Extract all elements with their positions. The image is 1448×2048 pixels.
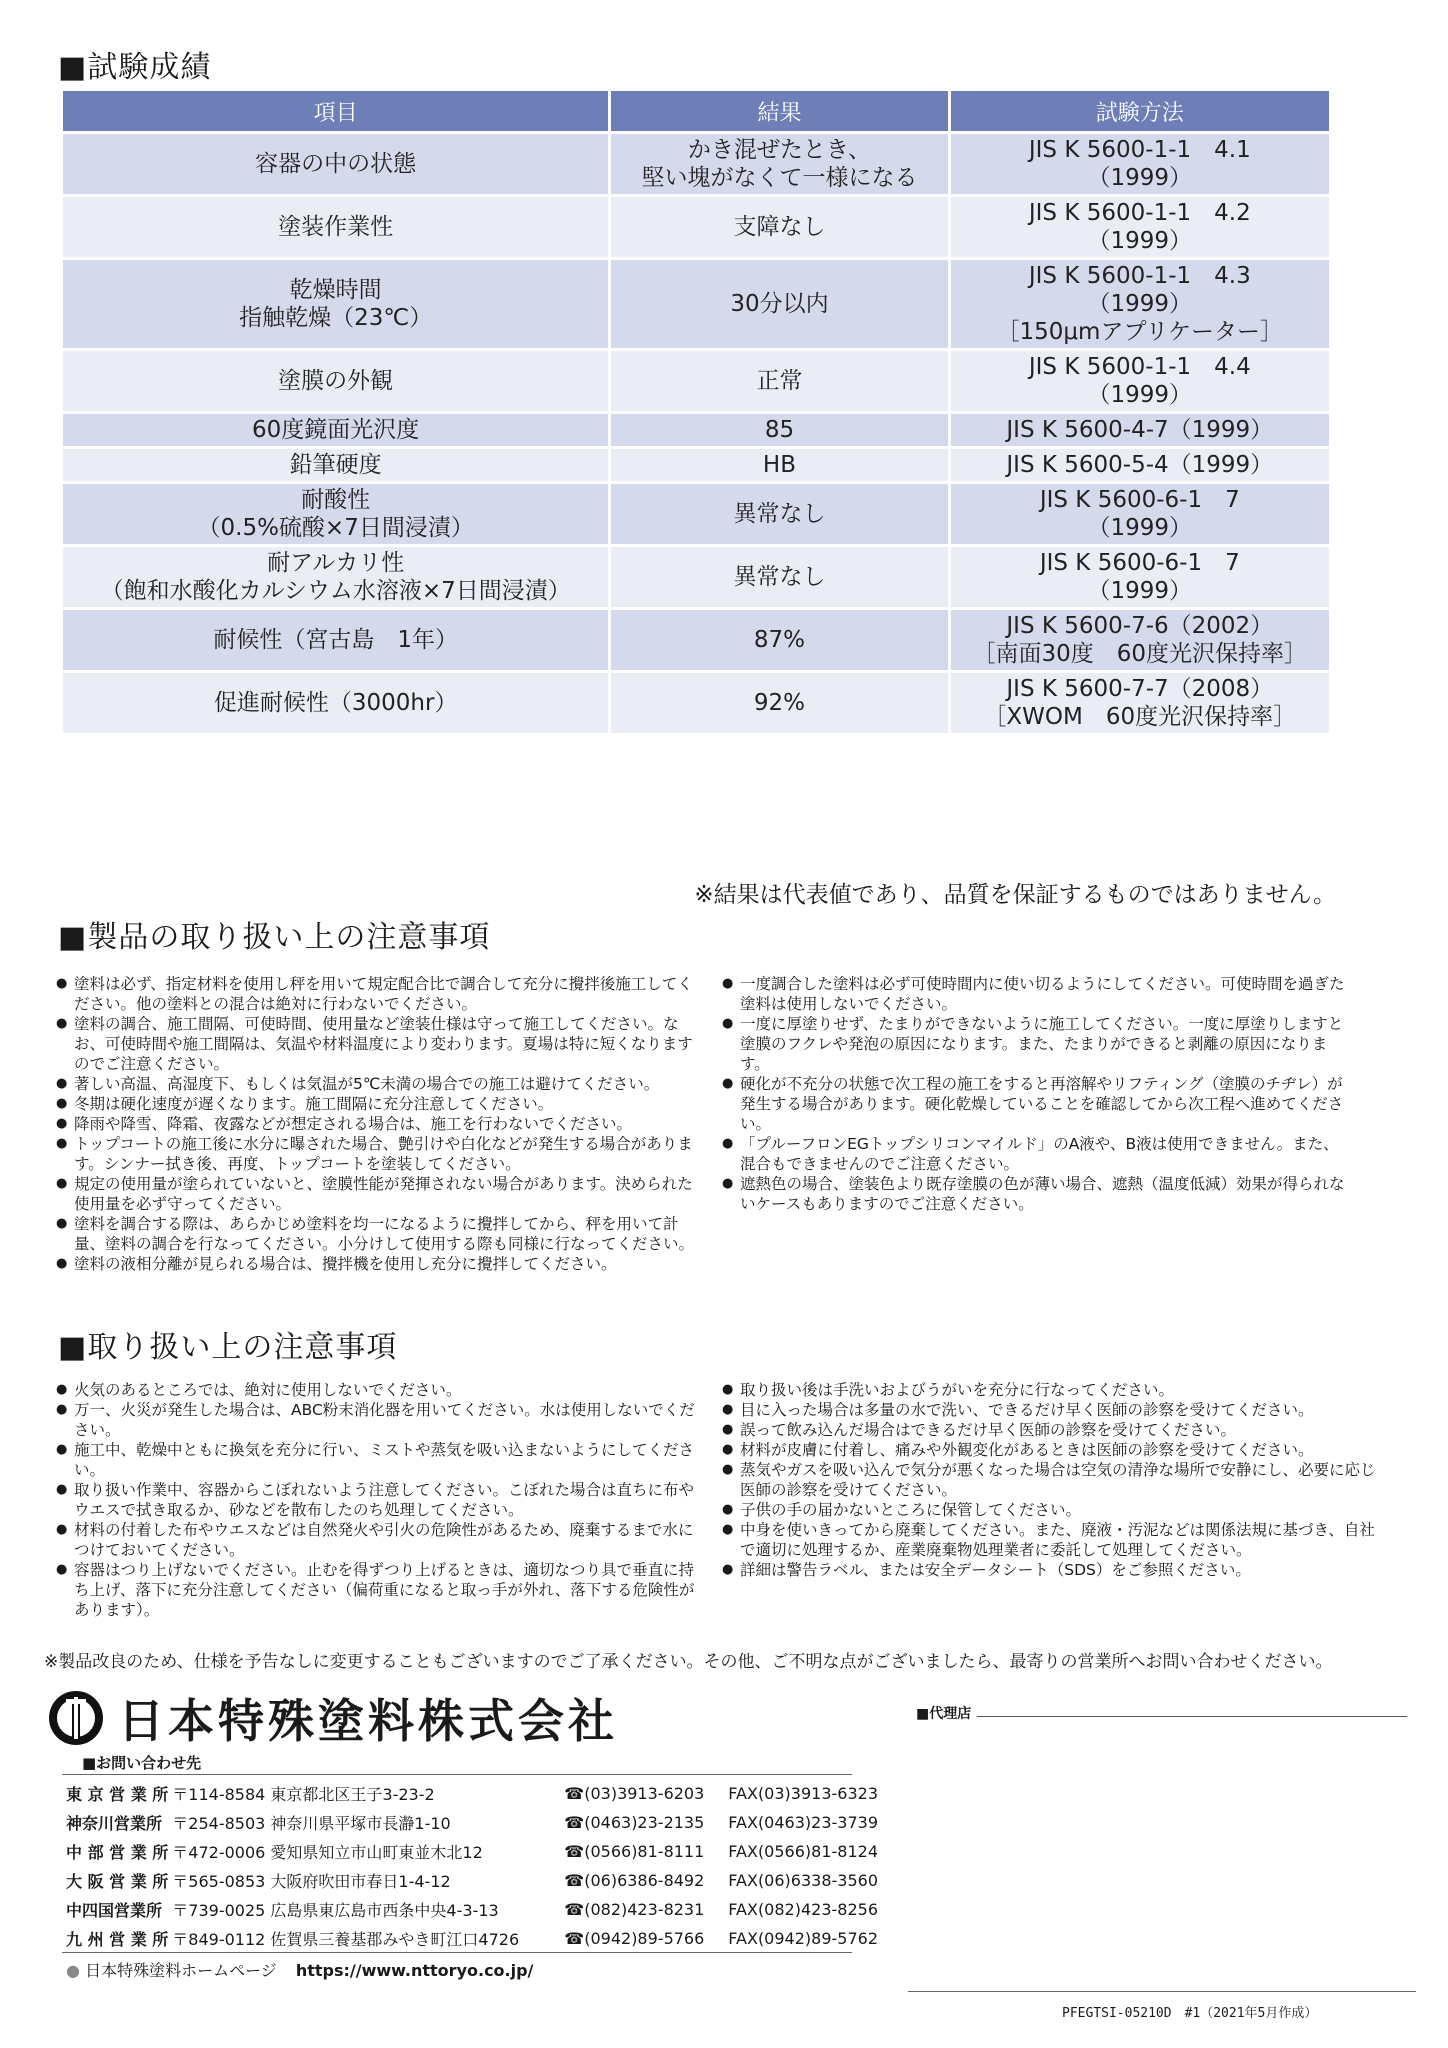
table-row: [63, 449, 1329, 481]
header-method: 試験方法: [951, 91, 1329, 131]
caution-item: ● 「プルーフロンEGトップシリコンマイルド」のA液や、B液は使用できません。また、混合もできませんのでご注意ください。: [722, 1134, 1350, 1174]
cell-method: [951, 260, 1329, 348]
cell-line: （1999）: [1087, 382, 1193, 408]
contact-top-rule: [62, 1774, 852, 1775]
test-results-table: [60, 88, 1332, 736]
cell-line: 指触乾燥（23℃）: [239, 305, 433, 331]
cell-line: JIS K 5600-1-1 4.4: [1028, 354, 1251, 380]
cell-line: ［南面30度 60度光沢保持率］: [972, 641, 1308, 667]
agency-label: ■代理店: [916, 1706, 972, 1722]
cell-line: （0.5%硫酸×7日間浸漬）: [197, 515, 474, 541]
cell-result: [611, 673, 947, 733]
document-code: PFEGTSI-05210D #1（2021年5月作成）: [1062, 2006, 1318, 2021]
table-row: [63, 547, 1329, 607]
cell-method: [951, 610, 1329, 670]
cell-line: （1999）: [1087, 515, 1193, 541]
cell-item: [63, 484, 608, 544]
office-tel: ☎(0463)23-2135: [564, 1813, 705, 1832]
spec-change-footnote: ※製品改良のため、仕様を予告なしに変更することもございますのでご了承ください。その他、ご不明な点がございましたら、最寄りの営業所へお問い合わせください。: [44, 1652, 1333, 1672]
cell-item: [63, 134, 608, 194]
caution-item: ● 降雨や降雪、降霜、夜露などが想定される場合は、施工を行わないでください。: [56, 1114, 696, 1134]
caution-item: ● 施工中、乾燥中ともに換気を充分に行い、ミストや蒸気を吸い込まないようにしてください。: [56, 1440, 706, 1480]
company-name: 日本特殊塗料株式会社: [118, 1694, 618, 1748]
handling-cautions-right-list: [722, 1380, 1382, 1580]
office-name: 東 京 営 業 所: [66, 1785, 169, 1804]
cell-result: [611, 484, 947, 544]
table-row: [63, 610, 1329, 670]
caution-item: ● 塗料の調合、施工間隔、可使時間、使用量など塗装仕様は守って施工してください。なお、可使時間や施工間隔は、気温や材料温度により変わります。夏場は特に短くなりますのでご注意ください。: [56, 1014, 696, 1074]
agency-field: [916, 1703, 1407, 1723]
office-fax: FAX(06)6338-3560: [728, 1871, 878, 1890]
cell-method: [951, 414, 1329, 446]
cell-line: JIS K 5600-6-1 7: [1039, 487, 1240, 513]
cell-line: JIS K 5600-1-1 4.2: [1028, 200, 1251, 226]
office-row: [66, 1924, 882, 1953]
product-cautions-right-list: [722, 974, 1350, 1214]
cell-method: [951, 197, 1329, 257]
cell-line: （飽和水酸化カルシウム水溶液×7日間浸漬）: [100, 578, 571, 604]
office-address: 〒254-8503 神奈川県平塚市長瀞1-10: [172, 1814, 451, 1833]
agency-signature-line: [977, 1716, 1407, 1717]
table-row: [63, 414, 1329, 446]
cell-line: JIS K 5600-1-1 4.3: [1028, 263, 1251, 289]
caution-item: ● 誤って飲み込んだ場合はできるだけ早く医師の診察を受けてください。: [722, 1420, 1382, 1440]
office-name: 神奈川営業所: [66, 1814, 163, 1833]
cell-line: HB: [762, 452, 796, 478]
cell-method: [951, 351, 1329, 411]
cell-item: [63, 547, 608, 607]
caution-item: ● 硬化が不充分の状態で次工程の施工をすると再溶解やリフティング（塗膜のチヂレ）が発生する場合があります。硬化乾燥していることを確認してから次工程へ進めてください。: [722, 1074, 1350, 1134]
caution-item: ● 取り扱い作業中、容器からこぼれないよう注意してください。こぼれた場合は直ちに布やウエスで拭き取るか、砂などを散布したのち処理してください。: [56, 1480, 706, 1520]
cell-result: [611, 414, 947, 446]
website-bullet: ●: [66, 1961, 80, 1980]
cell-line: 乾燥時間: [289, 277, 382, 303]
caution-item: ● 中身を使いきってから廃棄してください。また、廃液・汚泥などは関係法規に基づき、自社で適切に処理するか、産業廃棄物処理業者に委託して処理してください。: [722, 1520, 1382, 1560]
caution-item: ● 子供の手の届かないところに保管してください。: [722, 1500, 1382, 1520]
office-fax: FAX(0463)23-3739: [728, 1813, 878, 1832]
product-cautions-left-list: [56, 974, 696, 1274]
cell-line: 85: [764, 417, 795, 443]
table-header-row: [63, 91, 1329, 131]
header-item: 項目: [63, 91, 608, 131]
caution-item: ● 万一、火災が発生した場合は、ABC粉末消化器を用いてください。水は使用しないでください。: [56, 1400, 706, 1440]
cell-line: 促進耐候性（3000hr）: [213, 690, 458, 716]
cell-item: [63, 197, 608, 257]
caution-item: ● 材料の付着した布やウエスなどは自然発火や引火の危険性があるため、廃棄するまで水につけておいてください。: [56, 1520, 706, 1560]
office-name: 九 州 営 業 所: [66, 1930, 169, 1949]
website-label: 日本特殊塗料ホームページ: [85, 1961, 277, 1980]
caution-item: ● 一度調合した塗料は必ず可使時間内に使い切るようにしてください。可使時間を過ぎた塗料は使用しないでください。: [722, 974, 1350, 1014]
cell-line: 堅い塊がなくて一様になる: [641, 165, 918, 191]
cell-result: [611, 134, 947, 194]
cell-line: 耐酸性: [301, 487, 371, 513]
cell-line: 60度鏡面光沢度: [252, 417, 420, 443]
cell-line: JIS K 5600-7-7（2008）: [1006, 676, 1274, 702]
handling-cautions-left-list: [56, 1380, 706, 1620]
cell-line: 92%: [753, 690, 806, 716]
cell-line: JIS K 5600-7-6（2002）: [1006, 613, 1274, 639]
table-row: [63, 260, 1329, 348]
caution-item: ● 詳細は警告ラベル、または安全データシート（SDS）をご参照ください。: [722, 1560, 1382, 1580]
cell-line: 異常なし: [733, 564, 826, 590]
caution-item: ● 塗料は必ず、指定材料を使用し秤を用いて規定配合比で調合して充分に攪拌後施工してください。他の塗料との混合は絶対に行わないでください。: [56, 974, 696, 1014]
caution-item: ● 材料が皮膚に付着し、痛みや外観変化があるときは医師の診察を受けてください。: [722, 1440, 1382, 1460]
office-name: 中四国営業所: [66, 1901, 163, 1920]
cell-line: 87%: [753, 627, 806, 653]
contact-table: [66, 1779, 882, 1953]
cell-method: [951, 134, 1329, 194]
cell-method: [951, 449, 1329, 481]
cell-result: [611, 610, 947, 670]
office-tel: ☎(0942)89-5766: [564, 1929, 705, 1948]
table-row: [63, 197, 1329, 257]
office-fax: FAX(0566)81-8124: [728, 1842, 878, 1861]
website-line: [66, 1958, 533, 1981]
cell-item: [63, 610, 608, 670]
office-fax: FAX(03)3913-6323: [728, 1784, 878, 1803]
caution-item: ● 塗料の液相分離が見られる場合は、攪拌機を使用し充分に攪拌してください。: [56, 1254, 696, 1274]
cell-line: ［XWOM 60度光沢保持率］: [983, 704, 1297, 730]
cell-line: 塗装作業性: [278, 214, 394, 240]
caution-item: ● 規定の使用量が塗られていないと、塗膜性能が発揮されない場合があります。決められた使用量を必ず守ってください。: [56, 1174, 696, 1214]
contact-bottom-rule: [62, 1952, 852, 1953]
office-name: 中 部 営 業 所: [66, 1843, 169, 1862]
cell-result: [611, 547, 947, 607]
cell-item: [63, 351, 608, 411]
caution-item: ● 冬期は硬化速度が遅くなります。施工間隔に充分注意してください。: [56, 1094, 696, 1114]
caution-item: ● 一度に厚塗りせず、たまりができないように施工してください。一度に厚塗りしますと塗膜のフクレや発泡の原因になります。また、たまりができると剥離の原因になります。: [722, 1014, 1350, 1074]
cell-method: [951, 547, 1329, 607]
office-row: [66, 1895, 882, 1924]
handling-cautions-title: ■取り扱い上の注意事項: [58, 1330, 398, 1365]
cell-line: 耐候性（宮古島 1年）: [213, 627, 458, 653]
cell-line: （1999）: [1087, 228, 1193, 254]
office-row: [66, 1837, 882, 1866]
office-row: [66, 1866, 882, 1895]
cell-line: JIS K 5600-5-4（1999）: [1006, 452, 1274, 478]
caution-item: ● トップコートの施工後に水分に曝された場合、艶引けや白化などが発生する場合があります。シンナー拭き後、再度、トップコートを塗装してください。: [56, 1134, 696, 1174]
office-row: [66, 1808, 882, 1837]
office-fax: FAX(082)423-8256: [728, 1900, 878, 1919]
office-row: [66, 1779, 882, 1808]
cell-item: [63, 260, 608, 348]
cell-line: JIS K 5600-6-1 7: [1039, 550, 1240, 576]
cell-result: [611, 260, 947, 348]
contact-title: ■お問い合わせ先: [82, 1754, 202, 1772]
ntt-logo-icon: [46, 1688, 106, 1748]
office-address: 〒114-8584 東京都北区王子3-23-2: [172, 1785, 435, 1804]
office-tel: ☎(03)3913-6203: [564, 1784, 705, 1803]
company-logo: [46, 1685, 618, 1751]
bottom-rule: [908, 1991, 1416, 1992]
header-result: 結果: [611, 91, 947, 131]
caution-item: ● 目に入った場合は多量の水で洗い、できるだけ早く医師の診察を受けてください。: [722, 1400, 1382, 1420]
cell-line: 支障なし: [733, 214, 826, 240]
test-results-title: ■試験成績: [58, 50, 212, 85]
cell-line: 正常: [756, 368, 803, 394]
cell-line: （1999）: [1087, 165, 1193, 191]
table-row: [63, 134, 1329, 194]
cell-line: （1999）: [1087, 578, 1193, 604]
cell-line: 容器の中の状態: [255, 151, 417, 177]
caution-item: ● 遮熱色の場合、塗装色より既存塗膜の色が薄い場合、遮熱（温度低減）効果が得られないケースもありますのでご注意ください。: [722, 1174, 1350, 1214]
caution-item: ● 火気のあるところでは、絶対に使用しないでください。: [56, 1380, 706, 1400]
cell-result: [611, 197, 947, 257]
office-fax: FAX(0942)89-5762: [728, 1929, 878, 1948]
cell-line: ［150μmアプリケーター］: [996, 319, 1284, 345]
caution-item: ● 蒸気やガスを吸い込んで気分が悪くなった場合は空気の清浄な場所で安静にし、必要に応じ医師の診察を受けてください。: [722, 1460, 1382, 1500]
office-name: 大 阪 営 業 所: [66, 1872, 169, 1891]
office-tel: ☎(06)6386-8492: [564, 1871, 705, 1890]
cell-line: 異常なし: [733, 501, 826, 527]
caution-item: ● 容器はつり上げないでください。止むを得ずつり上げるときは、適切なつり具で垂直に持ち上げ、落下に充分注意してください（偏荷重になると取っ手が外れ、落下する危険性があります）。: [56, 1560, 706, 1620]
table-row: [63, 484, 1329, 544]
table-row: [63, 351, 1329, 411]
cell-line: 30分以内: [730, 291, 829, 317]
table-row: [63, 673, 1329, 733]
cell-line: 鉛筆硬度: [289, 452, 382, 478]
office-address: 〒472-0006 愛知県知立市山町東並木北12: [172, 1843, 483, 1862]
cell-result: [611, 449, 947, 481]
cell-line: JIS K 5600-1-1 4.1: [1028, 137, 1251, 163]
product-cautions-title: ■製品の取り扱い上の注意事項: [58, 920, 491, 955]
cell-line: 塗膜の外観: [278, 368, 394, 394]
office-address: 〒565-0853 大阪府吹田市春日1-4-12: [172, 1872, 451, 1891]
cell-item: [63, 414, 608, 446]
caution-item: ● 著しい高温、高湿度下、もしくは気温が5℃未満の場合での施工は避けてください。: [56, 1074, 696, 1094]
cell-line: （1999）: [1087, 291, 1193, 317]
cell-result: [611, 351, 947, 411]
website-link[interactable]: https://www.nttoryo.co.jp/: [295, 1961, 534, 1980]
cell-method: [951, 673, 1329, 733]
office-tel: ☎(082)423-8231: [564, 1900, 705, 1919]
caution-item: ● 取り扱い後は手洗いおよびうがいを充分に行なってください。: [722, 1380, 1382, 1400]
cell-item: [63, 449, 608, 481]
cell-line: 耐アルカリ性: [267, 550, 405, 576]
caution-item: ● 塗料を調合する際は、あらかじめ塗料を均一になるように攪拌してから、秤を用いて計量、塗料の調合を行なってください。小分けして使用する際も同様に行なってください。: [56, 1214, 696, 1254]
office-tel: ☎(0566)81-8111: [564, 1842, 705, 1861]
cell-item: [63, 673, 608, 733]
cell-line: かき混ぜたとき、: [687, 137, 872, 163]
results-disclaimer: ※結果は代表値であり、品質を保証するものではありません。: [694, 882, 1336, 908]
cell-line: JIS K 5600-4-7（1999）: [1006, 417, 1274, 443]
cell-method: [951, 484, 1329, 544]
office-address: 〒739-0025 広島県東広島市西条中央4-3-13: [172, 1901, 499, 1920]
office-address: 〒849-0112 佐賀県三養基郡みやき町江口4726: [172, 1930, 520, 1949]
